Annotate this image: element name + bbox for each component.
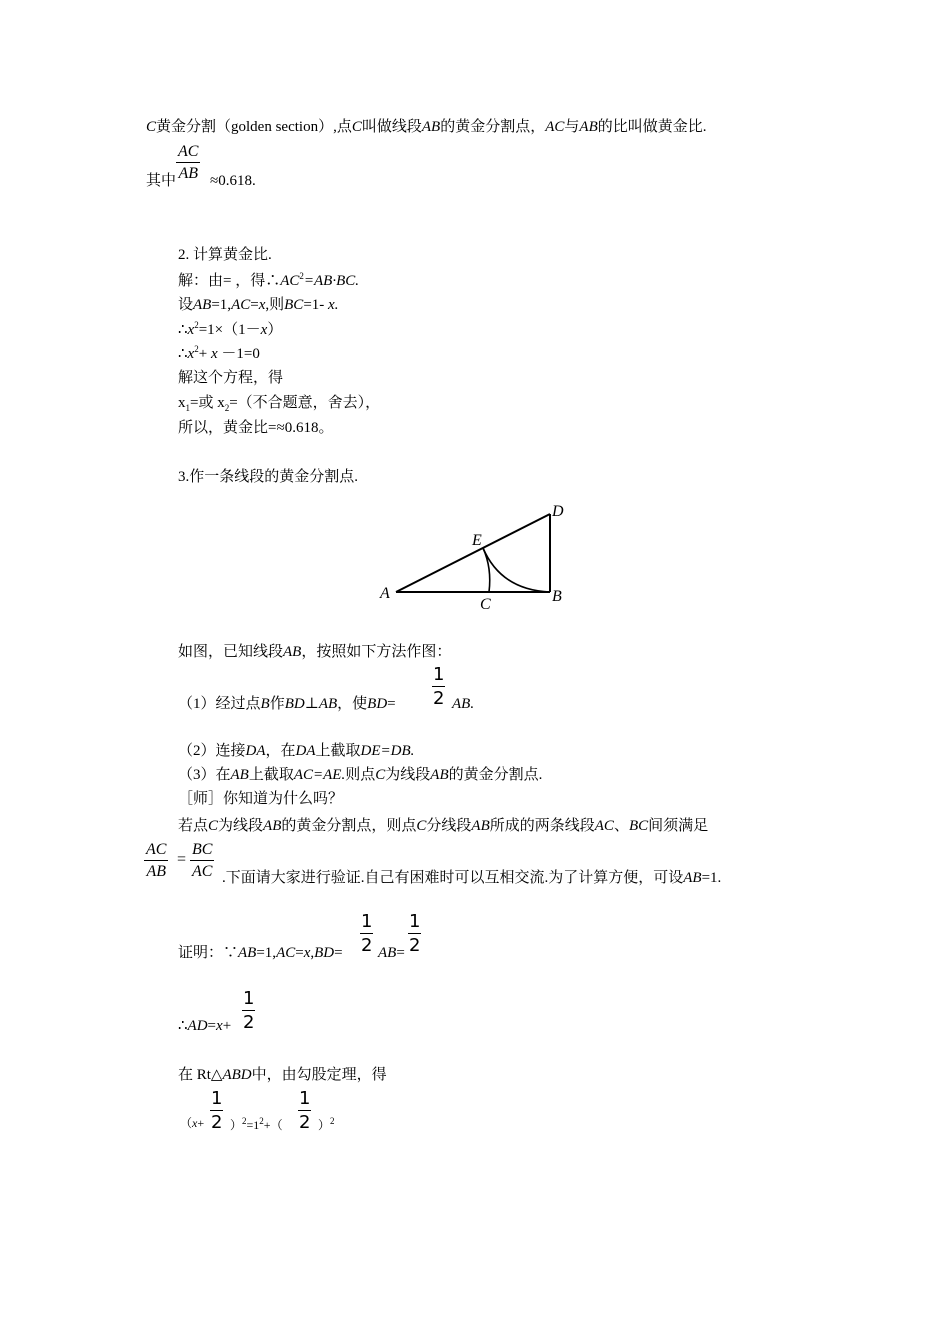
- text: BC: [628, 818, 649, 834]
- text: C: [351, 119, 362, 135]
- pyth-line-b: [230, 1116, 283, 1132]
- text: 与: [564, 119, 580, 135]
- section3-step2: [178, 742, 414, 760]
- section2-solve: 解这个方程，得: [178, 370, 284, 386]
- subscript: 1: [185, 403, 190, 413]
- ratio-equals: =: [177, 851, 187, 868]
- text: 若点: [178, 818, 209, 834]
- text: x.: [328, 297, 339, 313]
- fraction-half: [210, 1090, 223, 1132]
- text: C: [208, 818, 219, 834]
- arc-de: [483, 548, 550, 592]
- text: －1=0: [217, 346, 260, 362]
- text: ,: [310, 945, 315, 961]
- text: x: [260, 322, 268, 338]
- text: x: [192, 1116, 198, 1130]
- fraction-ac-ab: [176, 144, 200, 182]
- text: C: [416, 818, 427, 834]
- numerator: 1: [433, 664, 445, 685]
- proof-line: [178, 944, 343, 962]
- text: ）: [318, 1118, 331, 1132]
- text: 解：由= ，得∴: [178, 273, 281, 289]
- text: 所成的两条线段: [489, 818, 595, 834]
- section2-title: 2. 计算黄金比.: [178, 247, 272, 263]
- section2-set: [178, 296, 338, 314]
- text: 的黄金分割点，则点: [281, 818, 417, 834]
- label-c: C: [480, 596, 491, 610]
- text: =: [295, 945, 304, 961]
- text: AC: [280, 273, 300, 289]
- pyth-line-c: [318, 1116, 335, 1132]
- text: BD: [367, 696, 388, 712]
- text: 作: [269, 696, 285, 712]
- text: +: [222, 1018, 232, 1034]
- text: AB: [230, 767, 249, 783]
- text: x: [258, 297, 266, 313]
- text: =1: [246, 1118, 260, 1132]
- text: 的比叫做黄金比.: [597, 119, 707, 135]
- text: =1,: [211, 297, 232, 313]
- text: DA: [295, 743, 316, 759]
- text: BC: [284, 297, 304, 313]
- text: +: [198, 346, 211, 362]
- text: 上截取: [315, 743, 361, 759]
- text: =AB·BC.: [303, 273, 360, 289]
- denominator: AB: [146, 863, 166, 880]
- text: （3）在: [178, 767, 231, 783]
- text: C: [146, 119, 157, 135]
- text: x: [303, 945, 311, 961]
- superscript: 2: [299, 271, 304, 281]
- denominator: AB: [178, 165, 198, 182]
- segment-ad: [396, 514, 550, 592]
- text: AC: [594, 818, 614, 834]
- section3-title: 3.作一条线段的黄金分割点.: [178, 469, 359, 485]
- text: x: [178, 395, 186, 411]
- text: 证明：∵: [178, 945, 239, 961]
- text: AC=AE.: [293, 767, 346, 783]
- section2-conclude: 所以，黄金比=≈0.618。: [178, 420, 334, 436]
- intro-line2-post: ≈0.618.: [210, 173, 256, 189]
- text: 为线段: [385, 767, 431, 783]
- section2-eq1: [178, 320, 282, 339]
- text: 分线段: [426, 818, 472, 834]
- text: AB: [238, 945, 257, 961]
- text: 的黄金分割点.: [448, 767, 543, 783]
- label-e: E: [472, 532, 482, 549]
- text: AB.: [452, 696, 475, 712]
- text: 中，由勾股定理，得: [251, 1067, 387, 1083]
- text: AB: [683, 870, 702, 886]
- denominator: 2: [409, 935, 421, 956]
- section2-roots: [178, 394, 380, 414]
- text: =: [387, 696, 396, 712]
- text: DE=DB.: [360, 743, 415, 759]
- label-a: A: [380, 585, 390, 602]
- text: BD: [314, 945, 335, 961]
- text: ）: [230, 1118, 243, 1132]
- text: =（不合题意，舍去），: [229, 395, 381, 411]
- text: AB: [378, 945, 397, 961]
- intro-line: [146, 118, 707, 136]
- pyth-line-a: [180, 1116, 204, 1130]
- section3-condition: [178, 817, 708, 835]
- text: =: [334, 945, 343, 961]
- text: 黄金分割（golden section）,点: [156, 119, 352, 135]
- intro-line2-pre: 其中: [146, 173, 177, 189]
- superscript: 2: [194, 320, 199, 330]
- text: x: [187, 346, 195, 362]
- text: =: [396, 945, 405, 961]
- numerator: 1: [409, 911, 421, 932]
- label-d: D: [552, 503, 564, 520]
- text: AB: [193, 297, 212, 313]
- section3-intro: [178, 643, 451, 661]
- superscript: 2: [242, 1116, 247, 1126]
- rt-line: [178, 1066, 387, 1084]
- text: AC: [545, 119, 565, 135]
- text: （1）经过点: [178, 696, 261, 712]
- section3-step1-tail: [452, 695, 474, 713]
- text: .下面请大家进行验证.自己有困难时可以互相交流.为了计算方便，可设: [222, 870, 684, 886]
- numerator: AC: [144, 842, 168, 861]
- section2-solution: [178, 271, 359, 290]
- superscript: 2: [330, 1116, 335, 1126]
- text: 的黄金分割点，: [440, 119, 546, 135]
- text: =或 x: [190, 395, 225, 411]
- text: ，使: [337, 696, 368, 712]
- text: AB: [263, 818, 282, 834]
- text: AD: [187, 1018, 208, 1034]
- text: =: [207, 1018, 217, 1034]
- text: x: [216, 1018, 223, 1034]
- proof-line-tail: [378, 944, 405, 962]
- text: 间须满足: [648, 818, 709, 834]
- text: （2）连接: [178, 743, 246, 759]
- superscript: 2: [259, 1116, 264, 1126]
- superscript: 2: [194, 344, 199, 354]
- section3-verify: [222, 869, 721, 887]
- fraction-half: [360, 913, 373, 955]
- text: AC: [231, 297, 251, 313]
- text: ABD: [222, 1067, 252, 1083]
- text: ,则: [265, 297, 285, 313]
- arc-ec: [483, 548, 490, 592]
- text: AB: [579, 119, 598, 135]
- text: =1-: [303, 297, 329, 313]
- text: =1.: [701, 870, 722, 886]
- fraction-half: [242, 990, 255, 1032]
- text: AB: [421, 119, 441, 135]
- text: =: [250, 297, 259, 313]
- text: x: [187, 322, 195, 338]
- fraction-ac-ab-2: [144, 842, 168, 880]
- numerator: AC: [176, 144, 200, 163]
- text: AB: [318, 696, 338, 712]
- numerator: 1: [211, 1088, 223, 1109]
- text: 、: [613, 818, 629, 834]
- text: ）: [267, 322, 283, 338]
- denominator: 2: [361, 935, 373, 956]
- denominator: AC: [192, 863, 213, 880]
- text: 为线段: [218, 818, 264, 834]
- text: DA: [245, 743, 266, 759]
- denominator: 2: [243, 1012, 255, 1033]
- text: BD: [284, 696, 305, 712]
- text: ∴: [178, 346, 188, 362]
- text: ∴: [178, 322, 188, 338]
- text: AB: [430, 767, 449, 783]
- section3-step1: [178, 695, 396, 713]
- text: ∴: [178, 1018, 188, 1034]
- fraction-half: [408, 913, 421, 955]
- text: AC: [276, 945, 296, 961]
- text: C: [375, 767, 386, 783]
- denominator: 2: [299, 1112, 311, 1133]
- text: =1×（1－: [198, 322, 261, 338]
- text: =1,: [256, 945, 277, 961]
- text: ，在: [265, 743, 296, 759]
- text: 在 Rt△: [178, 1067, 223, 1083]
- ad-line: [178, 1017, 231, 1035]
- text: x: [210, 346, 218, 362]
- text: 叫做线段: [361, 119, 422, 135]
- fraction-half: [298, 1090, 311, 1132]
- numerator: BC: [190, 842, 214, 861]
- section2-eq2: [178, 344, 260, 363]
- section3-step3: [178, 766, 542, 784]
- text: B: [260, 696, 270, 712]
- fraction-bc-ac: [190, 842, 214, 880]
- numerator: 1: [361, 911, 373, 932]
- denominator: 2: [211, 1112, 223, 1133]
- text: AB: [471, 818, 490, 834]
- text: +（: [263, 1118, 283, 1132]
- numerator: 1: [299, 1088, 311, 1109]
- text: （: [180, 1116, 193, 1130]
- label-b: B: [552, 588, 562, 605]
- text: +: [197, 1116, 205, 1130]
- subscript: 2: [224, 403, 230, 413]
- text: ，按照如下方法作图：: [301, 644, 452, 660]
- section3-teacher: ［师］你知道为什么吗？: [178, 791, 344, 807]
- text: ⊥: [304, 696, 319, 712]
- numerator: 1: [243, 988, 255, 1009]
- text: 设: [178, 297, 194, 313]
- text: 则点: [345, 767, 376, 783]
- text: AB: [283, 644, 302, 660]
- golden-section-figure: [376, 500, 576, 610]
- denominator: 2: [433, 688, 445, 709]
- text: 如图，已知线段: [178, 644, 284, 660]
- fraction-half: [432, 666, 445, 708]
- text: 上截取: [248, 767, 294, 783]
